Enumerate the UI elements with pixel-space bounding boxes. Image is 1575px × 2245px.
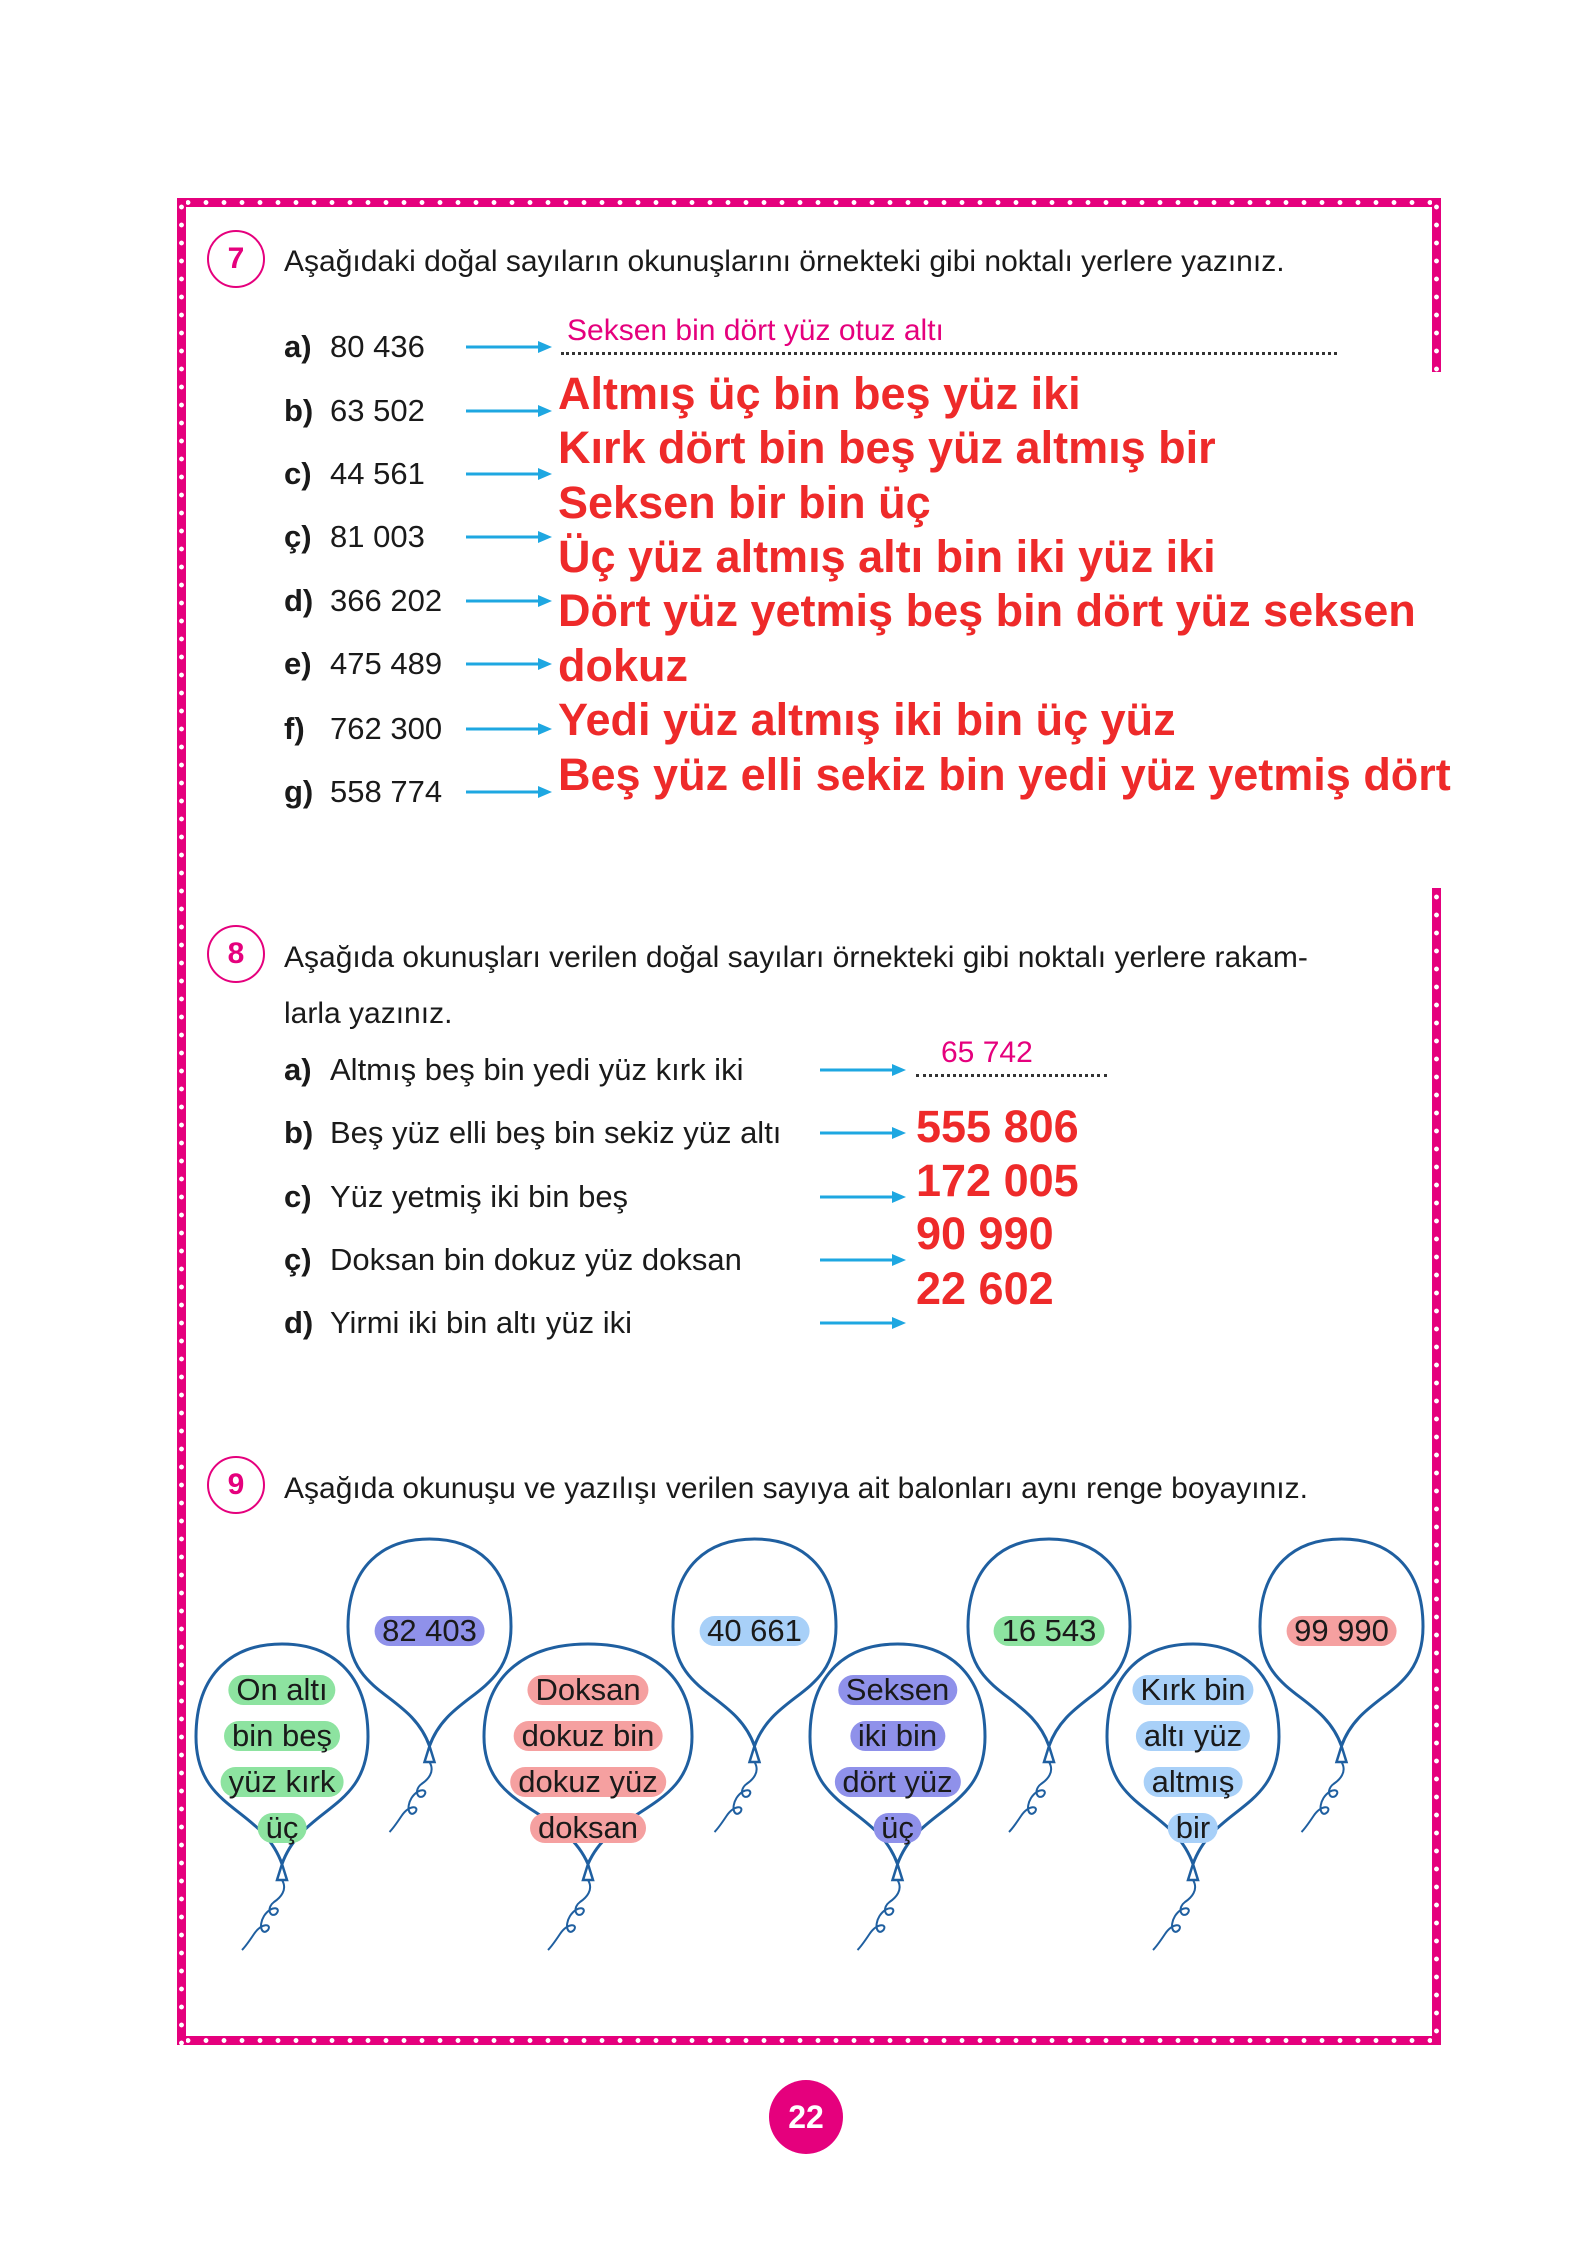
balloon-text: 99 990 [1286,1616,1397,1646]
balloon-text: bir [1168,1813,1218,1843]
item-number: 44 561 [330,456,425,491]
item-reading: Yirmi iki bin altı yüz iki [330,1305,633,1340]
q7-handwritten-answer: Kırk dört bin beş yüz altmış bir [558,422,1216,473]
q8-handwritten-answer: 90 990 [916,1208,1054,1259]
balloon[interactable] [968,1539,1130,1832]
item-label: ç) [284,519,312,554]
q7-handwritten-answer: Dört yüz yetmiş beş bin dört yüz seksen [558,585,1416,636]
q8-example-answer: 65 742 [941,1036,1033,1069]
balloon-text: altı yüz [1136,1721,1250,1751]
balloon-text: On altı [228,1675,335,1705]
balloon-text: 82 403 [374,1616,485,1646]
balloon-text: dokuz bin [514,1721,663,1751]
item-number: 81 003 [330,519,425,554]
item-label: d) [284,583,314,618]
balloon-text: dört yüz [834,1767,960,1797]
q7-handwritten-answer: Altmış üç bin beş yüz iki [558,368,1081,419]
q7-handwritten-answer: Beş yüz elli sekiz bin yedi yüz yetmiş dört [558,749,1451,800]
balloon-text: üç [873,1813,922,1843]
item-number: 762 300 [330,711,443,746]
balloon-text: 40 661 [699,1616,810,1646]
item-label: g) [284,774,314,809]
balloon-text: 16 543 [994,1616,1105,1646]
item-number: 475 489 [330,646,443,681]
q8-handwritten-answer: 172 005 [916,1155,1079,1206]
balloon-text: Seksen [838,1675,957,1705]
question-8-number: 8 [207,925,265,983]
balloon-text: iki bin [850,1721,945,1751]
q8-handwritten-answer: 555 806 [916,1101,1079,1152]
item-label: b) [284,393,314,428]
question-7-instruction: Aşağıdaki doğal sayıların okunuşlarını örnekteki gibi noktalı yerlere yazınız. [284,245,1285,278]
item-reading: Beş yüz elli beş bin sekiz yüz altı [330,1115,782,1150]
item-number: 80 436 [330,329,425,364]
item-label: e) [284,646,312,681]
q8-handwritten-answer: 22 602 [916,1263,1054,1314]
item-label: f) [284,711,305,746]
balloon[interactable] [348,1539,511,1832]
item-label: a) [284,1052,312,1087]
page-number: 22 [769,2080,843,2154]
item-label: d) [284,1305,314,1340]
item-reading: Altmış beş bin yedi yüz kırk iki [330,1052,744,1087]
question-8-instruction-line2: larla yazınız. [284,997,453,1030]
item-label: a) [284,329,312,364]
balloon-text: Doksan [527,1675,648,1705]
q7-example-answer: Seksen bin dört yüz otuz altı [567,314,944,347]
q7-handwritten-answer: Üç yüz altmış altı bin iki yüz iki [558,531,1216,582]
balloon-text: üç [258,1813,307,1843]
question-9-instruction: Aşağıda okunuşu ve yazılışı verilen sayıya ait balonları aynı renge boyayınız. [284,1472,1308,1505]
balloon-text: Kırk bin [1132,1675,1253,1705]
item-label: c) [284,1179,312,1214]
balloon-text: yüz kırk [221,1767,344,1797]
balloon-text: bin beş [224,1721,340,1751]
item-number: 366 202 [330,583,443,618]
q7-handwritten-answer: Seksen bir bin üç [558,477,931,528]
item-reading: Doksan bin dokuz yüz doksan [330,1242,742,1277]
item-number: 558 774 [330,774,443,809]
item-label: b) [284,1115,314,1150]
q7-handwritten-answer: Yedi yüz altmış iki bin üç yüz [558,694,1176,745]
question-8-instruction-line1: Aşağıda okunuşları verilen doğal sayıları örnekteki gibi noktalı yerlere rakam- [284,941,1308,974]
question-7-number: 7 [207,230,265,288]
item-number: 63 502 [330,393,425,428]
balloon-text: dokuz yüz [510,1767,666,1797]
balloon-text: doksan [530,1813,646,1843]
q7-handwritten-answer: dokuz [558,640,688,691]
item-reading: Yüz yetmiş iki bin beş [330,1179,629,1214]
balloon-text: altmış [1144,1767,1243,1797]
item-label: ç) [284,1242,312,1277]
balloon[interactable] [1260,1539,1423,1832]
item-label: c) [284,456,312,491]
question-9-number: 9 [207,1456,265,1514]
balloon[interactable] [673,1539,836,1832]
